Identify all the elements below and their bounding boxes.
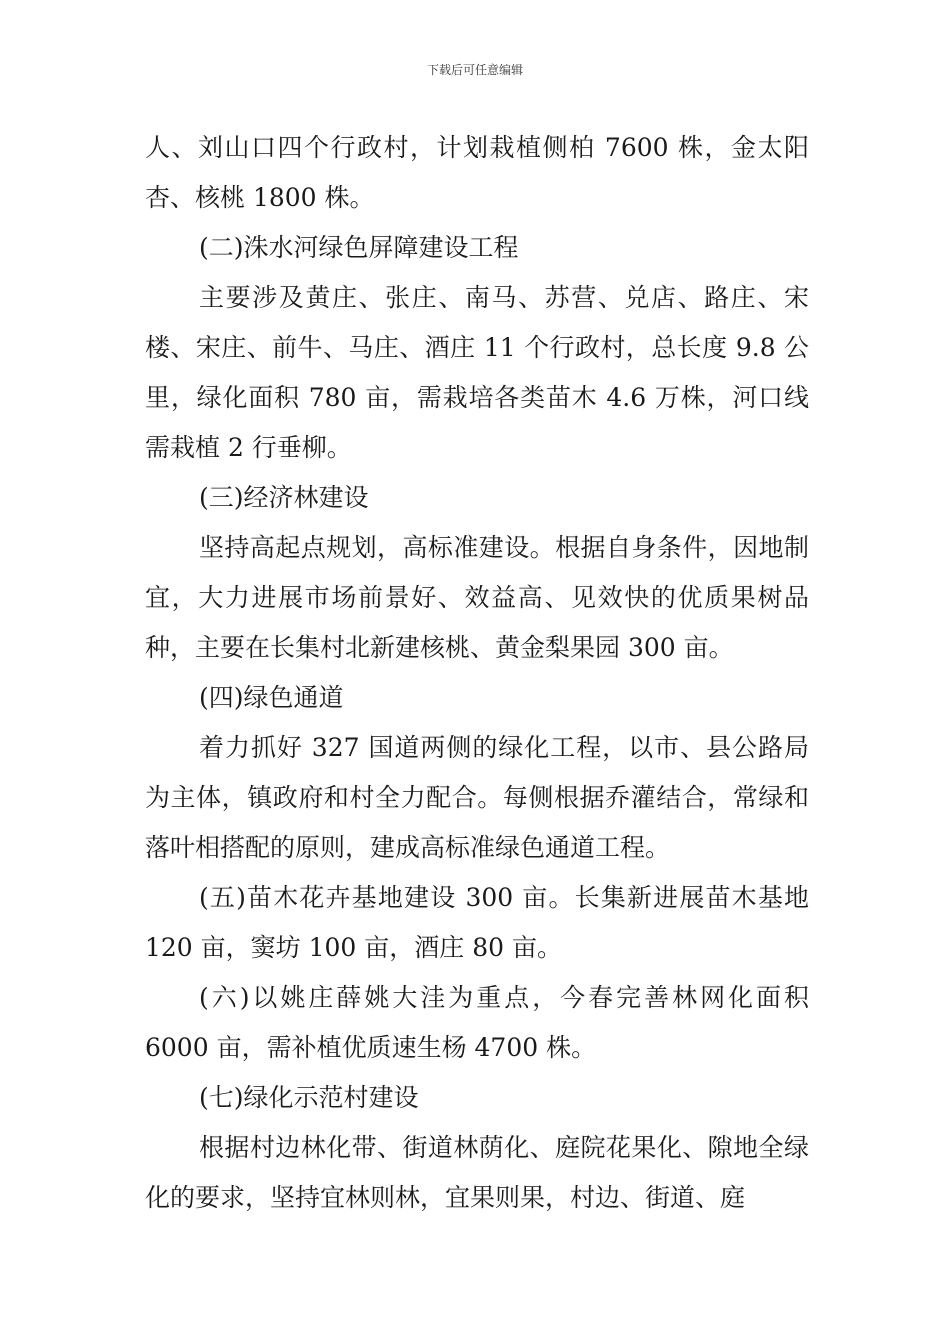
paragraph-continuation: 人、刘山口四个行政村，计划栽植侧柏 7600 株，金太阳杏、核桃 1800 株。: [145, 133, 809, 212]
paragraph-section-2: 主要涉及黄庄、张庄、南马、苏营、兑店、路庄、宋楼、宋庄、前牛、马庄、酒庄 11 个行政村，总长度 9.8 公里，绿化面积 780 亩，需栽培各类苗木 4.6 万株，河口线需栽植 2 行垂柳。: [145, 283, 809, 462]
paragraph-section-6: (六)以姚庄薛姚大洼为重点，今春完善林网化面积 6000 亩，需补植优质速生杨 4700 株。: [145, 983, 809, 1062]
section-heading-7: (七)绿化示范村建设: [199, 1083, 419, 1112]
paragraph-section-7: 根据村边林化带、街道林荫化、庭院花果化、隙地全绿化的要求，坚持宜林则林，宜果则果，村边、街道、庭: [145, 1133, 809, 1212]
document-body: [145, 123, 809, 1223]
section-heading-4: (四)绿色通道: [199, 683, 344, 712]
paragraph-section-4: 着力抓好 327 国道两侧的绿化工程，以市、县公路局为主体，镇政府和村全力配合。每侧根据乔灌结合，常绿和落叶相搭配的原则，建成高标准绿色通道工程。: [145, 733, 809, 862]
paragraph-section-3: 坚持高起点规划，高标准建设。根据自身条件，因地制宜，大力进展市场前景好、效益高、见效快的优质果树品种，主要在长集村北新建核桃、黄金梨果园 300 亩。: [145, 533, 809, 662]
paragraph-section-5: (五)苗木花卉基地建设 300 亩。长集新进展苗木基地 120 亩，窦坊 100 亩，酒庄 80 亩。: [145, 883, 809, 962]
section-heading-2: (二)洙水河绿色屏障建设工程: [199, 233, 519, 262]
section-heading-3: (三)经济林建设: [199, 483, 369, 512]
page-header-note: 下载后可任意编辑: [426, 63, 523, 77]
